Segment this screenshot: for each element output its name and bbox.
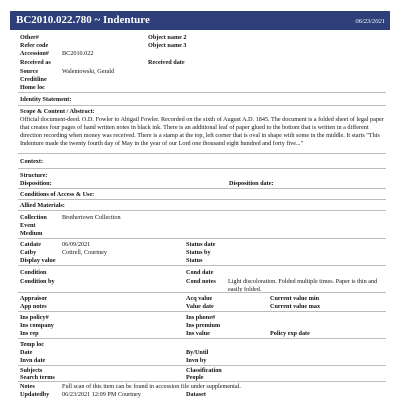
ins-rep-label: Ins rep (20, 330, 39, 337)
identity-label: Identity Statement: (20, 96, 72, 103)
invn-by-label: Invn by (186, 357, 207, 364)
divider (18, 153, 386, 154)
catdate-value: 06/09/2021 (62, 241, 91, 248)
record-date: 06/23/2021 (355, 18, 385, 25)
record-header (10, 11, 390, 30)
collection-value: Brothertown Collection (62, 214, 121, 221)
ins-phone-label: Ins phone# (186, 314, 216, 321)
structure-label: Structure: (20, 172, 48, 179)
received-date-label: Received date (148, 59, 185, 66)
disposition-label: Disposition: (20, 180, 52, 187)
ins-value-label: Ins value (186, 330, 210, 337)
context-label: Context: (20, 158, 44, 165)
condition-by-label: Condition by (20, 278, 55, 285)
status-by-label: Status by (186, 249, 211, 256)
divider (18, 365, 386, 366)
divider (18, 381, 386, 382)
status-label: Status (186, 257, 203, 264)
current-max-label: Current value max (270, 303, 321, 310)
scope-label: Scope & Content / Abstract: (20, 108, 95, 115)
divider (18, 338, 386, 339)
refer-code-label: Refer code (20, 42, 49, 49)
display-value-label: Display value (20, 257, 56, 264)
allied-label: Allied Materials: (20, 202, 65, 209)
home-loc-label: Home loc (20, 84, 45, 91)
app-notes-label: App notes (20, 303, 47, 310)
catdate-label: Catdate (20, 241, 41, 248)
accession-label: Accession# (20, 50, 49, 57)
notes-value: Full scan of this item can be found in accession file under supplemental. (62, 383, 241, 390)
policy-exp-label: Policy exp date (270, 330, 310, 337)
temp-loc-label: Temp loc (20, 341, 45, 348)
source-value: Walentowski, Gerald (62, 68, 115, 75)
divider (18, 105, 386, 106)
updated-label: Updatedby (20, 391, 50, 398)
medium-label: Medium (20, 230, 43, 237)
received-as-label: Received as (20, 59, 51, 66)
condition-label: Condition (20, 269, 47, 276)
people-label: People (186, 374, 204, 381)
cond-date-label: Cond date (186, 269, 214, 276)
by-until-label: By/Until (186, 349, 209, 356)
divider (18, 199, 386, 200)
divider (18, 238, 386, 239)
divider (18, 292, 386, 293)
object-name2-label: Object name 2 (148, 34, 187, 41)
divider (18, 265, 386, 266)
event-label: Event (20, 222, 36, 229)
divider (18, 210, 386, 211)
ins-premium-label: Ins premium (186, 322, 221, 329)
acq-value-label: Acq value (186, 295, 213, 302)
disposition-date-label: Disposition date: (229, 180, 274, 187)
scope-text: Official document-deed. O.D. Fowler to Abigail Fowler. Recorded on the sixth of August A.D. 1845. The document is a folded sheet of legal paper that creates four pages of hand written notes in black ink. There is an additional leaf of paper glued to the bottom that is written in a different direction recording when money was received. There is a stamp at the top, left corner that is oval in shape with some in the middle. It starts "This Indenture made the twenty fourth day of May in the year of our Lord one thousand eight hundred and forty five..." (20, 116, 384, 147)
dataset-label: Dataset (186, 391, 206, 398)
date-label: Date (20, 349, 33, 356)
record-title: BC2010.022.780 ~ Indenture (16, 14, 150, 26)
other-label: Other# (20, 34, 39, 41)
divider (18, 188, 386, 189)
conditions-label: Conditions of Access & Use: (20, 191, 95, 198)
creditline-label: Creditline (20, 76, 47, 83)
classification-label: Classification (186, 367, 222, 374)
invn-date-label: Invn date (20, 357, 46, 364)
object-name3-label: Object name 3 (148, 42, 187, 49)
subjects-label: Subjects (20, 367, 43, 374)
collection-label: Collection (20, 214, 47, 221)
appraisor-label: Appraisor (20, 295, 48, 302)
catby-value: Cottrell, Courtney (62, 249, 108, 256)
catby-label: Catby (20, 249, 37, 256)
current-min-label: Current value min (270, 295, 320, 302)
ins-policy-label: Ins policy# (20, 314, 49, 321)
divider (18, 92, 386, 93)
cond-notes-label: Cond notes (186, 278, 216, 285)
divider (18, 311, 386, 312)
ins-company-label: Ins company (20, 322, 54, 329)
notes-label: Notes (20, 383, 35, 390)
search-terms-label: Search terms (20, 374, 55, 381)
cond-notes-value: Light discoloration. Folded multiple times. Paper is thin and easily folded. (228, 278, 378, 293)
value-date-label: Value date (186, 303, 214, 310)
updated-value: 06/23/2021 12:09 PM Courtney (62, 391, 141, 398)
divider (18, 168, 386, 169)
status-date-label: Status date (186, 241, 216, 248)
source-label: Source (20, 68, 39, 75)
accession-value: BC2010.022 (62, 50, 94, 57)
